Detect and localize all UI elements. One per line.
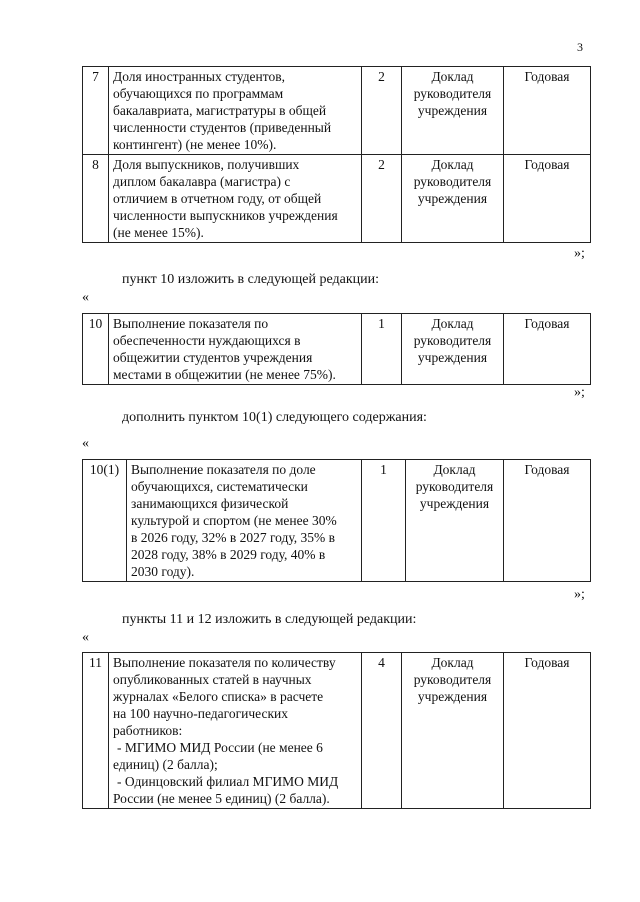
source-line: руководителя [413,333,492,348]
description-line: Выполнение показателя по [113,316,269,331]
source-line: руководителя [413,86,492,101]
close-quote: »; [574,246,585,261]
reporting-period: Годовая [504,155,591,243]
description-line: опубликованных статей в научных [113,672,312,687]
item-number: 10(1) [83,460,127,582]
source-line: руководителя [413,672,492,687]
criteria-table-2 [82,313,591,385]
table-row [83,67,591,155]
score-value: 4 [362,653,402,809]
open-quote: « [82,290,89,305]
criteria-table-3 [82,459,591,582]
description-line: культурой и спортом (не менее 30% [131,513,337,528]
description-line: местами в общежитии (не менее 75%). [113,367,336,382]
table-row [83,653,591,809]
source-line: учреждения [417,689,488,704]
source-line: Доклад [431,655,474,670]
item-number: 8 [83,155,109,243]
score-value: 1 [362,314,402,385]
data-source [402,314,504,385]
description-line: бакалавриата, магистратуры в общей [113,103,327,118]
amendment-instruction: дополнить пунктом 10(1) следующего содержания: [122,410,427,425]
criterion-description [127,460,362,582]
criterion-description [109,67,362,155]
description-line: журналах «Белого списка» в расчете [113,689,324,704]
item-number: 10 [83,314,109,385]
description-line: занимающихся физической [131,496,289,511]
description-line: общежитии студентов учреждения [113,350,313,365]
description-line: обучающихся по программам [113,86,284,101]
description-line: России (не менее 5 единиц) (2 балла). [113,791,330,806]
source-line: Доклад [431,157,474,172]
description-line: Доля иностранных студентов, [113,69,285,84]
data-source [402,67,504,155]
item-number: 7 [83,67,109,155]
score-value: 1 [362,460,406,582]
table-row [83,155,591,243]
close-quote: »; [574,587,585,602]
criterion-description [109,314,362,385]
source-line: Доклад [433,462,476,477]
description-line: контингент) (не менее 10%). [113,137,277,152]
data-source [406,460,504,582]
description-line: численности выпускников учреждения [113,208,338,223]
description-line: отличием в отчетном году, от общей [113,191,322,206]
description-line: диплом бакалавра (магистра) с [113,174,291,189]
item-number: 11 [83,653,109,809]
reporting-period: Годовая [504,460,591,582]
score-value: 2 [362,67,402,155]
description-line: 2028 году, 38% в 2029 году, 40% в [131,547,326,562]
source-line: учреждения [417,350,488,365]
reporting-period: Годовая [504,314,591,385]
data-source [402,653,504,809]
criterion-description [109,653,362,809]
description-line: обеспеченности нуждающихся в [113,333,301,348]
description-line: единиц) (2 балла); [113,757,218,772]
description-line: Выполнение показателя по количеству [113,655,336,670]
source-line: Доклад [431,316,474,331]
score-value: 2 [362,155,402,243]
source-line: учреждения [419,496,490,511]
description-line: численности студентов (приведенный [113,120,332,135]
criterion-description [109,155,362,243]
description-line: в 2026 году, 32% в 2027 году, 35% в [131,530,336,545]
source-line: руководителя [413,174,492,189]
open-quote: « [82,436,89,451]
table-row [83,460,591,582]
description-line: (не менее 15%). [113,225,204,240]
source-line: руководителя [415,479,494,494]
page-number: 3 [577,40,583,54]
description-line: - Одинцовский филиал МГИМО МИД [117,774,339,789]
reporting-period: Годовая [504,653,591,809]
table-row [83,314,591,385]
description-line: на 100 научно-педагогических [113,706,289,721]
amendment-instruction: пункты 11 и 12 изложить в следующей редакции: [122,612,417,627]
description-line: 2030 году). [131,564,195,579]
open-quote: « [82,630,89,645]
description-line: обучающихся, систематически [131,479,308,494]
reporting-period: Годовая [504,67,591,155]
description-line: - МГИМО МИД России (не менее 6 [117,740,323,755]
description-line: Доля выпускников, получивших [113,157,300,172]
source-line: учреждения [417,103,488,118]
description-line: работников: [113,723,183,738]
source-line: Доклад [431,69,474,84]
source-line: учреждения [417,191,488,206]
description-line: Выполнение показателя по доле [131,462,316,477]
criteria-table-1 [82,66,591,243]
amendment-instruction: пункт 10 изложить в следующей редакции: [122,272,379,287]
criteria-table-4 [82,652,591,809]
data-source [402,155,504,243]
close-quote: »; [574,385,585,400]
